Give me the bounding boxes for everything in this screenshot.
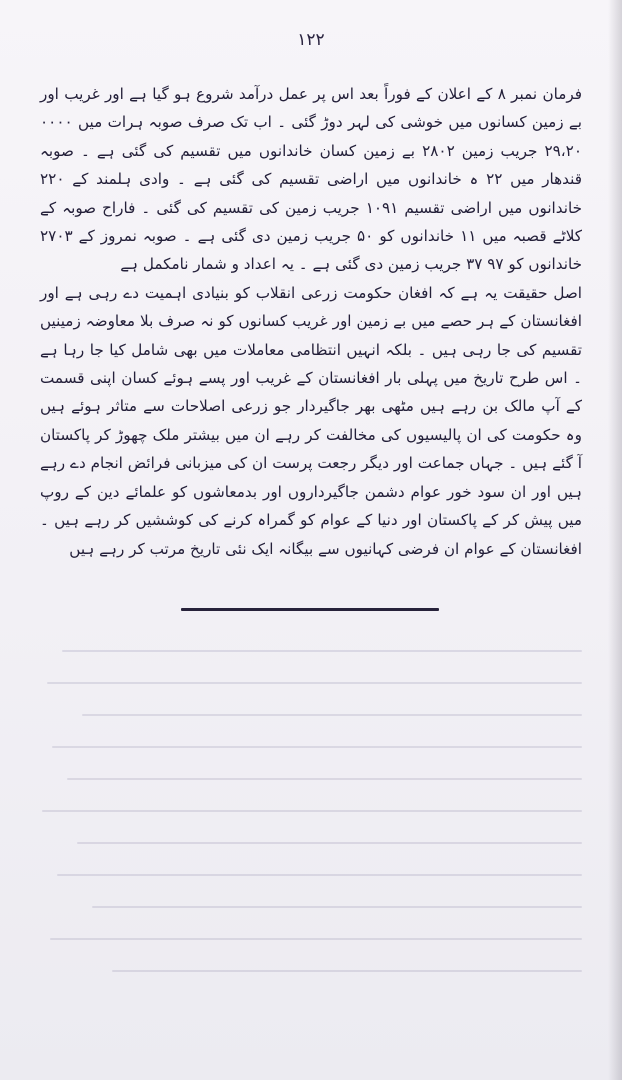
section-end-rule <box>181 608 439 611</box>
show-through-line <box>50 938 582 940</box>
show-through-text <box>40 640 582 1000</box>
show-through-line <box>112 970 582 972</box>
show-through-line <box>92 906 582 908</box>
show-through-line <box>57 874 582 876</box>
show-through-line <box>42 810 582 812</box>
show-through-line <box>82 714 582 716</box>
paragraph-land-distribution: فرمان نمبر ۸ کے اعلان کے فوراً بعد اس پر عمل درآمد شروع ہو گیا ہے اور غریب اور بے زمین کسانوں میں خوشی کی لہر دوڑ گئی ۔ اب تک صرف صوبہ ہرات میں ۰۰۰۰ ۲۹،۲۰ جریب زمین ۲۸۰۲ بے زمین کسان خاندانوں میں تقسیم کی گئی ہے ۔ صوبہ قندھار میں ۲۲ ہ خاندانوں میں اراضی تقسیم کی گئی ہے ۔ وادی ہلمند کے ۲۲۰ خاندانوں میں اراضی تقسیم ۱۰۹۱ جریب زمین کی تقسیم کی گئی ۔ فاراح صوبہ کے کلاٹے قصبہ میں ۱۱ خاندانوں کو ۵۰ جریب زمین دی گئی ہے ۔ صوبہ نمروز کے ۲۷۰۳ خاندانوں کو ۹۷ ۳۷ جریب زمین دی گئی ہے ۔ یہ اعداد و شمار نامکمل ہے <box>40 85 583 274</box>
show-through-line <box>47 682 582 684</box>
page-edge-shadow <box>608 0 622 1080</box>
paragraph-agrarian-revolution: اصل حقیقت یہ ہے کہ افغان حکومت زرعی انقلاب کو بنیادی اہمیت دے رہی ہے اور افغانستان کے ہر حصے میں بے زمین اور غریب کسانوں کو نہ صرف بلا معاوضہ زمینیں تقسیم کی جا رہی ہیں ۔ بلکہ انہیں انتظامی معاملات میں بھی شامل کیا جا رہا ہے ۔ اس طرح تاریخ میں پہلی بار افغانستان کے غریب اور پسے ہوئے کسان اپنی قسمت کے آپ مالک بن رہے ہیں مٹھی بھر جاگیردار جو زرعی اصلاحات سے متاثر ہوئے ہیں وہ حکومت کی ان پالیسیوں کی مخالفت کر رہے ان میں بیشتر ملک چھوڑ کر پاکستان آ گئے ہیں ۔ جہاں جماعت اور دیگر رجعت پرست ان کی میزبانی فرائض انجام دے رہے ہیں اور ان سود خور عوام دشمن جاگیرداروں اور بدمعاشوں کو علمائے دین کے روپ میں پیش کر کے پاکستان اور دنیا کے عوام کو گمراہ کرنے کی کوششیں کر رہے ہیں ۔ افغانستان کے عوام ان فرضی کہانیوں سے بیگانہ ایک نئی تاریخ مرتب کر رہے ہیں <box>40 283 582 558</box>
show-through-line <box>77 842 582 844</box>
show-through-line <box>62 650 582 652</box>
page-number: ۱۲۲ <box>297 30 325 50</box>
show-through-line <box>52 746 582 748</box>
show-through-line <box>67 778 582 780</box>
body-text <box>40 80 582 563</box>
